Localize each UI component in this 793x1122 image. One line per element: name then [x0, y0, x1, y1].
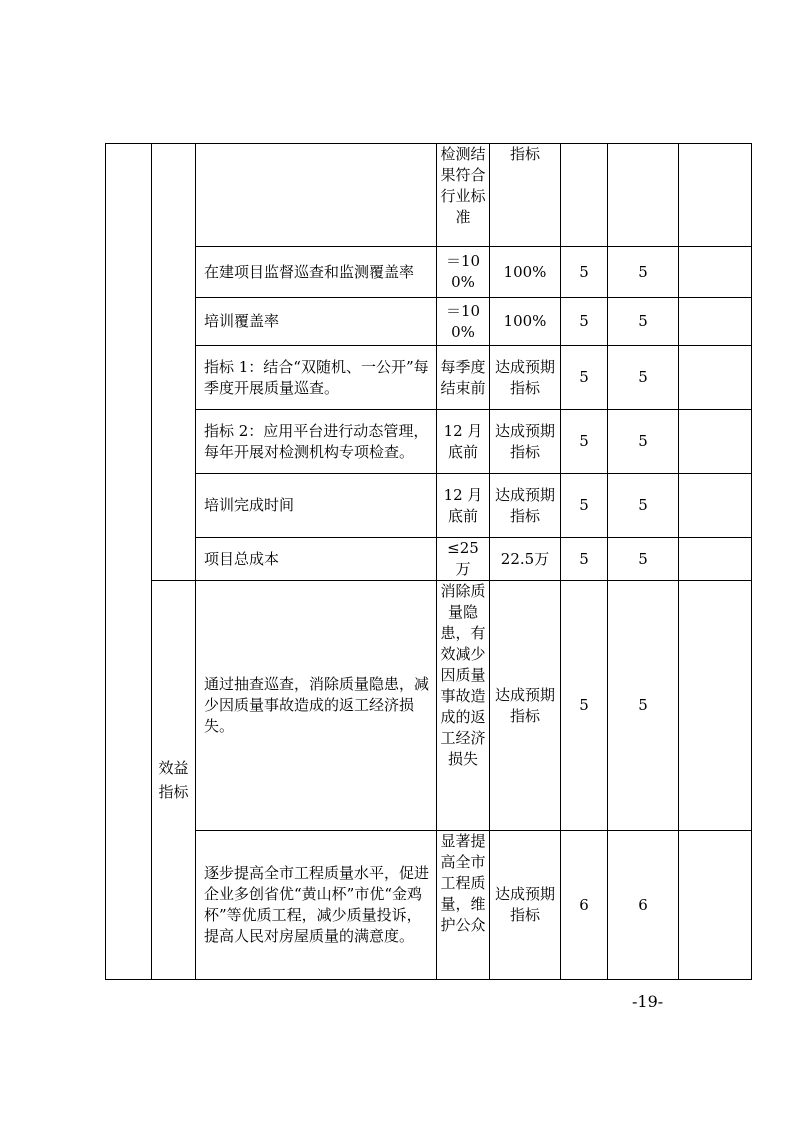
- score-value: [608, 144, 679, 247]
- actual-value: 指标: [490, 144, 561, 247]
- weight-value: 5: [561, 247, 608, 298]
- indicator-desc: 培训覆盖率: [196, 298, 437, 346]
- weight-value: 5: [561, 410, 608, 474]
- score-value: 5: [608, 410, 679, 474]
- indicator-standard: ≤25万: [437, 538, 490, 581]
- performance-table: [105, 143, 752, 980]
- score-value: 5: [608, 538, 679, 581]
- score-value: 6: [608, 831, 679, 980]
- table-row: [106, 538, 752, 581]
- actual-value: 100%: [490, 247, 561, 298]
- indicator-desc: 项目总成本: [196, 538, 437, 581]
- actual-value: 达成预期指标: [490, 474, 561, 538]
- note-cell: [679, 831, 752, 980]
- score-value: 5: [608, 298, 679, 346]
- page-number: -19-: [632, 992, 664, 1011]
- indicator-standard: ＝100%: [437, 247, 490, 298]
- benefit-category-cell: 效益指标: [152, 581, 196, 980]
- indicator-standard: 消除质量隐患，有效减少因质量事故造成的返工经济损失: [437, 581, 490, 831]
- table-row: [106, 298, 752, 346]
- score-value: 5: [608, 346, 679, 410]
- actual-value: 达成预期指标: [490, 410, 561, 474]
- indicator-desc: 在建项目监督巡查和监测覆盖率: [196, 247, 437, 298]
- table-row: [106, 346, 752, 410]
- indicator-desc: 逐步提高全市工程质量水平，促进企业多创省优“黄山杯”市优“金鸡杯”等优质工程，减少质量投诉，提高人民对房屋质量的满意度。: [196, 831, 437, 980]
- note-cell: [679, 538, 752, 581]
- indicator-standard: 显著提高全市工程质量，维护公众: [437, 831, 490, 980]
- first-level-cell: [106, 144, 152, 980]
- score-value: 5: [608, 474, 679, 538]
- weight-value: 5: [561, 538, 608, 581]
- score-value: 5: [608, 581, 679, 831]
- table-row: [106, 144, 752, 247]
- weight-value: 5: [561, 581, 608, 831]
- indicator-desc: 指标 1：结合“双随机、一公开”每季度开展质量巡查。: [196, 346, 437, 410]
- indicator-desc: 培训完成时间: [196, 474, 437, 538]
- indicator-standard: 每季度结束前: [437, 346, 490, 410]
- actual-value: 达成预期指标: [490, 581, 561, 831]
- indicator-standard: 检测结果符合行业标准: [437, 144, 490, 247]
- table-row: [106, 474, 752, 538]
- table-row: [106, 410, 752, 474]
- actual-value: 达成预期指标: [490, 346, 561, 410]
- score-value: 5: [608, 247, 679, 298]
- weight-value: [561, 144, 608, 247]
- actual-value: 达成预期指标: [490, 831, 561, 980]
- note-cell: [679, 346, 752, 410]
- note-cell: [679, 144, 752, 247]
- weight-value: 5: [561, 346, 608, 410]
- second-level-cell: [152, 144, 196, 581]
- indicator-standard: 12 月底前: [437, 474, 490, 538]
- weight-value: 5: [561, 298, 608, 346]
- weight-value: 5: [561, 474, 608, 538]
- table-row: [106, 831, 752, 980]
- actual-value: 22.5万: [490, 538, 561, 581]
- table-row: [106, 581, 752, 831]
- indicator-standard: 12 月底前: [437, 410, 490, 474]
- note-cell: [679, 410, 752, 474]
- actual-value: 100%: [490, 298, 561, 346]
- note-cell: [679, 581, 752, 831]
- note-cell: [679, 247, 752, 298]
- note-cell: [679, 474, 752, 538]
- indicator-standard: ＝100%: [437, 298, 490, 346]
- table-row: [106, 247, 752, 298]
- indicator-desc: [196, 144, 437, 247]
- note-cell: [679, 298, 752, 346]
- indicator-desc: 通过抽查巡查，消除质量隐患，减少因质量事故造成的返工经济损失。: [196, 581, 437, 831]
- indicator-desc: 指标 2：应用平台进行动态管理，每年开展对检测机构专项检查。: [196, 410, 437, 474]
- weight-value: 6: [561, 831, 608, 980]
